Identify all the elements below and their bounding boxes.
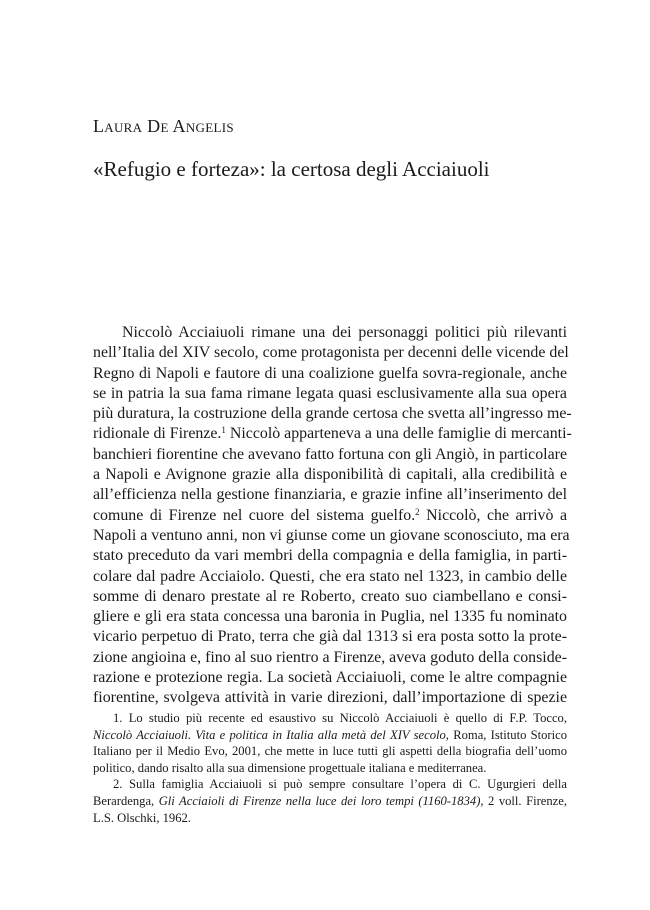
footnote-2-line: 2. Sulla famiglia Acciaiuoli si può sempre consultare l’opera di C. Ugurgieri della <box>113 777 567 792</box>
body-line <box>93 424 572 444</box>
footnote-1-text: , Roma, Istituto Storico <box>445 727 567 742</box>
body-line: Niccolò Acciaiuoli rimane una dei personaggi politici più rilevanti <box>122 324 567 341</box>
author-initial: D <box>147 116 161 136</box>
footnote-2-text: , 2 voll. Firenze, <box>480 793 567 808</box>
footnote-1-book-title: Niccolò Acciaiuoli. Vita e politica in Italia alla metà del XIV secolo <box>93 727 446 742</box>
body-line-part: ridionale di Firenze. <box>93 425 222 443</box>
author-small-caps: e <box>160 116 169 136</box>
body-line: se in patria la sua fama rimane legata quasi esclusivamente alla sua opera <box>93 384 567 402</box>
body-line: a Napoli e Avignone grazie alla disponibilità di capitali, alla credibilità e <box>93 466 567 484</box>
footnote-2-line: L.S. Olschki, 1962. <box>93 810 191 825</box>
body-line: più duratura, la costruzione della grande certosa che svetta all’ingresso me- <box>93 405 572 423</box>
footnote-1-line: Italiano per il Medio Evo, 2001, che mette in luce tutti gli aspetti della biografia dell’uomo <box>93 744 567 759</box>
footnote-ref-2[interactable]: 2 <box>415 506 420 517</box>
body-line: all’efficienza nella gestione finanziaria, e grazie infine all’inserimento del <box>93 486 567 504</box>
body-line <box>93 506 567 526</box>
footnote-2-line <box>93 793 567 810</box>
body-line: somme di denaro prestate al re Roberto, creato suo ciambellano e consi- <box>93 587 567 605</box>
body-line: vicario perpetuo di Prato, terra che già dal 1313 si era posta sotto la prote- <box>93 628 567 646</box>
author-small-caps: aura <box>104 116 143 136</box>
body-line-part: comune di Firenze nel cuore del sistema guelfo. <box>93 506 416 524</box>
body-line-part: Niccolò apparteneva a una delle famiglie di mercanti- <box>225 425 572 443</box>
body-line: razione e protezione regia. La società Acciaiuoli, come le altre compagnie <box>93 669 567 687</box>
body-line: Regno di Napoli e fautore di una coalizione guelfa sovra-regionale, anche <box>93 364 567 382</box>
body-line: banchieri fiorentine che avevano fatto fortuna con gli Angiò, in particolare <box>93 445 567 463</box>
body-text <box>93 323 572 709</box>
chapter-title: «Refugio e forteza»: la certosa degli Acciaiuoli <box>93 157 490 181</box>
author-initial: L <box>93 116 105 136</box>
body-line: stato preceduto da vari membri della compagnia e della famiglia, in parti- <box>93 547 567 565</box>
body-line: fiorentine, svolgeva attività in varie direzioni, dall’importazione di spezie <box>93 689 567 707</box>
body-line: Napoli a ventuno anni, non vi giunse come un giovane sconosciuto, ma era <box>93 526 570 544</box>
footnote-1-line: 1. Lo studio più recente ed esaustivo su Niccolò Acciaiuoli è quello di F.P. Tocco, <box>113 711 567 725</box>
author-small-caps: ngelis <box>185 116 234 136</box>
body-line: colare dal padre Acciaiolo. Questi, che era stato nel 1323, in cambio delle <box>93 567 567 585</box>
footnote-2-book-title: Gli Acciaioli di Firenze nella luce dei loro tempi (1160-1834) <box>158 793 481 808</box>
author-name <box>93 116 234 137</box>
footnote-1-line <box>93 727 567 744</box>
footnote-ref-1[interactable]: 1 <box>221 425 226 436</box>
body-line: gliere e gli era stata concessa una baronia in Puglia, nel 1335 fu nominato <box>93 608 567 626</box>
footnote-2-text: Berardenga, <box>93 793 159 808</box>
body-line-part: Niccolò, che arrivò a <box>419 506 567 524</box>
author-initial: A <box>172 116 186 136</box>
body-line: nell’Italia del XIV secolo, come protagonista per decenni delle vicende del <box>93 344 569 362</box>
footnotes <box>93 710 567 826</box>
footnote-1-line: politico, dando risalto alla sua dimensione progettuale italiana e mediterranea. <box>93 760 487 775</box>
body-line: zione angioina e, fino al suo rientro a Firenze, aveva goduto della conside- <box>93 648 567 666</box>
